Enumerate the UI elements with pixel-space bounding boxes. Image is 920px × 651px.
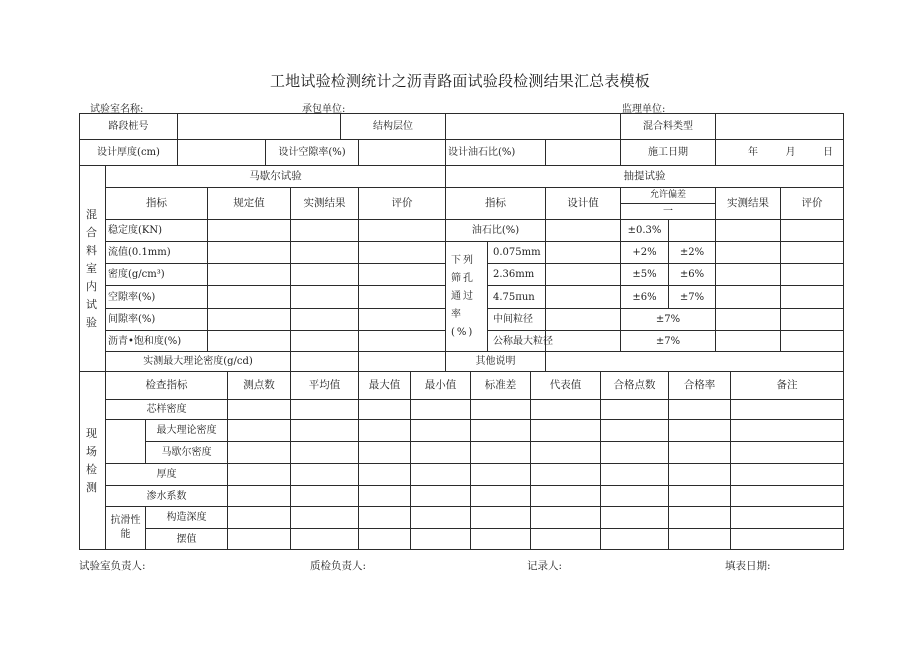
fill-date-label: 填表日期: xyxy=(725,560,771,572)
blank-cell xyxy=(531,442,601,464)
blank-cell xyxy=(291,331,359,352)
blank-cell xyxy=(411,529,471,550)
blank-cell xyxy=(531,486,601,507)
blank-cell xyxy=(228,507,291,529)
field-col-min: 最小值 xyxy=(411,372,471,400)
blank-cell xyxy=(781,286,844,309)
blank-cell xyxy=(359,486,411,507)
blank-cell xyxy=(208,331,291,352)
max-theory-density-label: 实测最大理论密度(g/cd) xyxy=(106,352,291,372)
blank-cell xyxy=(208,264,291,286)
blank-cell xyxy=(228,400,291,420)
blank-cell xyxy=(601,486,669,507)
marshall-col-result: 实测结果 xyxy=(291,188,359,220)
extraction-col-design: 设计值 xyxy=(546,188,621,220)
blank-cell xyxy=(601,400,669,420)
label-line: 测 xyxy=(86,480,99,494)
blank-cell xyxy=(411,442,471,464)
blank-cell xyxy=(471,420,531,442)
blank-cell xyxy=(411,486,471,507)
blank-cell xyxy=(716,309,781,331)
blank-cell xyxy=(291,400,359,420)
field-test-table xyxy=(79,371,844,550)
sieve-size: 4.75πun xyxy=(488,286,546,309)
tolerance-header: 允许偏差 xyxy=(621,188,715,204)
blank-cell xyxy=(716,286,781,309)
blank-cell xyxy=(228,464,291,486)
blank-cell xyxy=(359,507,411,529)
blank-cell xyxy=(471,400,531,420)
blank-cell xyxy=(359,442,411,464)
sieve-tolerance-b: ±7% xyxy=(669,286,716,309)
blank-cell xyxy=(411,507,471,529)
blank-cell xyxy=(731,420,844,442)
blank-cell xyxy=(411,400,471,420)
lab-test-table xyxy=(79,165,844,372)
field-col-remarks: 备注 xyxy=(731,372,844,400)
blank-cell xyxy=(471,464,531,486)
sieve-tolerance-a: +2% xyxy=(621,242,669,264)
sieve-size: 公称最大粒径 xyxy=(488,331,546,352)
mix-type-label: 混合料类型 xyxy=(621,114,716,140)
blank-cell xyxy=(601,464,669,486)
blank-cell xyxy=(531,400,601,420)
date-day: 日 xyxy=(823,147,833,158)
blank-cell xyxy=(601,529,669,550)
blank-cell xyxy=(359,352,446,372)
max-theory-density-row-label: 最大理论密度 xyxy=(146,420,228,442)
summary-sheet xyxy=(79,113,843,550)
date-year: 年 xyxy=(748,147,758,158)
extraction-col-indicator: 指标 xyxy=(446,188,546,220)
blank-cell xyxy=(669,486,731,507)
blank-cell xyxy=(731,486,844,507)
blank-cell xyxy=(716,264,781,286)
marshall-col-spec: 规定值 xyxy=(208,188,291,220)
blank-cell xyxy=(228,420,291,442)
blank-cell xyxy=(291,264,359,286)
blank-cell xyxy=(359,529,411,550)
extraction-col-evaluation: 评价 xyxy=(781,188,844,220)
lab-manager-label: 试验室负责人: xyxy=(79,560,146,572)
blank-cell xyxy=(716,242,781,264)
core-density-label: 芯样密度 xyxy=(106,400,228,420)
blank-cell xyxy=(731,507,844,529)
blank-cell xyxy=(669,400,731,420)
blank-cell xyxy=(546,264,621,286)
marshall-density-row-label: 马歇尔密度 xyxy=(146,442,228,464)
extraction-test-title: 抽提试验 xyxy=(446,166,844,188)
date-month: 月 xyxy=(785,147,796,158)
blank-cell xyxy=(531,507,601,529)
field-col-points: 测点数 xyxy=(228,372,291,400)
blank-cell xyxy=(546,286,621,309)
sieve-passing-label: 下列筛孔通过率(%) xyxy=(446,242,488,352)
permeability-label: 渗水系数 xyxy=(106,486,228,507)
blank-cell xyxy=(359,286,446,309)
blank-cell xyxy=(208,286,291,309)
compaction-group-cell xyxy=(106,420,146,464)
blank-cell xyxy=(228,486,291,507)
field-col-stddev: 标准差 xyxy=(471,372,531,400)
blank-cell xyxy=(669,220,716,242)
label-line: 检 xyxy=(86,462,99,476)
blank-cell xyxy=(228,529,291,550)
qc-manager-label: 质检负责人: xyxy=(310,560,367,572)
blank-cell xyxy=(531,464,601,486)
structure-layer-label: 结构层位 xyxy=(341,114,446,140)
blank-cell xyxy=(291,464,359,486)
label-line: 内试 xyxy=(86,279,99,311)
blank-cell xyxy=(781,242,844,264)
field-col-max: 最大值 xyxy=(359,372,411,400)
other-notes-label: 其他说明 xyxy=(446,352,546,372)
section-stake-label: 路段桩号 xyxy=(80,114,178,140)
field-col-average: 平均值 xyxy=(291,372,359,400)
blank-cell xyxy=(669,507,731,529)
blank-cell xyxy=(291,286,359,309)
blank-cell xyxy=(601,420,669,442)
marshall-row-label: 稳定度(KN) xyxy=(106,220,208,242)
structure-layer-value xyxy=(446,114,621,140)
recorder-label: 记录人: xyxy=(527,560,563,572)
blank-cell xyxy=(601,507,669,529)
blank-cell xyxy=(781,264,844,286)
design-void-ratio-value xyxy=(359,140,446,166)
blank-cell xyxy=(601,442,669,464)
mix-type-value xyxy=(716,114,844,140)
lab-test-section-label xyxy=(80,166,106,372)
blank-cell xyxy=(291,352,359,372)
blank-cell xyxy=(291,220,359,242)
blank-cell xyxy=(228,442,291,464)
marshall-row-label: 空隙率(%) xyxy=(106,286,208,309)
blank-cell xyxy=(291,507,359,529)
blank-cell xyxy=(731,442,844,464)
general-info-table xyxy=(79,113,844,166)
design-thickness-value xyxy=(178,140,266,166)
sieve-tolerance-a: ±6% xyxy=(621,286,669,309)
blank-cell xyxy=(208,220,291,242)
blank-cell xyxy=(546,220,621,242)
field-col-pass-points: 合格点数 xyxy=(601,372,669,400)
blank-cell xyxy=(781,331,844,352)
blank-cell xyxy=(208,309,291,331)
lab-name-label: 试验室名称: xyxy=(90,104,144,115)
blank-cell xyxy=(781,309,844,331)
blank-cell xyxy=(546,309,621,331)
contractor-label: 承包单位: xyxy=(302,104,346,115)
sieve-tolerance: ±7% xyxy=(621,331,716,352)
design-asphalt-ratio-value xyxy=(546,140,621,166)
extraction-col-tolerance xyxy=(621,188,716,220)
blank-cell xyxy=(531,529,601,550)
blank-cell xyxy=(291,420,359,442)
blank-cell xyxy=(471,529,531,550)
blank-cell xyxy=(546,242,621,264)
blank-cell xyxy=(359,264,446,286)
blank-cell xyxy=(731,400,844,420)
sieve-size: 中间粒径 xyxy=(488,309,546,331)
sieve-tolerance: ±7% xyxy=(621,309,716,331)
sieve-tolerance-b: ±2% xyxy=(669,242,716,264)
marshall-col-evaluation: 评价 xyxy=(359,188,446,220)
blank-cell xyxy=(471,507,531,529)
construction-date-value xyxy=(716,140,844,166)
blank-cell xyxy=(411,464,471,486)
blank-cell xyxy=(359,420,411,442)
blank-cell xyxy=(291,529,359,550)
section-stake-value xyxy=(178,114,341,140)
blank-cell xyxy=(669,420,731,442)
design-void-ratio-label: 设计空隙率(%) xyxy=(266,140,359,166)
field-test-section-label xyxy=(80,372,106,550)
blank-cell xyxy=(716,220,781,242)
blank-cell xyxy=(291,309,359,331)
blank-cell xyxy=(208,242,291,264)
blank-cell xyxy=(669,464,731,486)
blank-cell xyxy=(531,420,601,442)
texture-depth-label: 构造深度 xyxy=(146,507,228,529)
blank-cell xyxy=(471,442,531,464)
blank-cell xyxy=(716,331,781,352)
asphalt-ratio-label: 油石比(%) xyxy=(446,220,546,242)
blank-cell xyxy=(471,486,531,507)
blank-cell xyxy=(669,442,731,464)
marshall-row-label: 沥青•饱和度(%) xyxy=(106,331,208,352)
blank-cell xyxy=(291,486,359,507)
blank-cell xyxy=(291,442,359,464)
field-col-representative: 代表值 xyxy=(531,372,601,400)
sieve-size: 0.075mm xyxy=(488,242,546,264)
blank-cell xyxy=(781,220,844,242)
blank-cell xyxy=(731,529,844,550)
pendulum-label: 摆值 xyxy=(146,529,228,550)
asphalt-ratio-tolerance: ±0.3% xyxy=(621,220,669,242)
blank-cell xyxy=(731,464,844,486)
other-notes-value xyxy=(546,352,844,372)
document-title: 工地试验检测统计之沥青路面试验段检测结果汇总表模板 xyxy=(269,72,650,90)
blank-cell xyxy=(291,242,359,264)
field-col-indicator: 检查指标 xyxy=(106,372,228,400)
blank-cell xyxy=(411,420,471,442)
blank-cell xyxy=(359,309,446,331)
marshall-row-label: 间隙率(%) xyxy=(106,309,208,331)
sieve-tolerance-a: ±5% xyxy=(621,264,669,286)
label-line: 混合 xyxy=(86,207,99,239)
skid-resistance-label: 抗滑性能 xyxy=(106,507,146,550)
blank-cell xyxy=(359,242,446,264)
extraction-col-result: 实测结果 xyxy=(716,188,781,220)
tolerance-subheader: 一 xyxy=(663,206,673,217)
field-col-pass-rate: 合格率 xyxy=(669,372,731,400)
blank-cell xyxy=(359,400,411,420)
design-asphalt-ratio-label: 设计油石比(%) xyxy=(446,140,546,166)
thickness-label: 厚度 xyxy=(106,464,228,486)
marshall-row-label: 密度(g/cm³) xyxy=(106,264,208,286)
label-line: 现场 xyxy=(86,426,99,458)
marshall-test-title: 马歇尔试验 xyxy=(106,166,446,188)
construction-date-label: 施工日期 xyxy=(621,140,716,166)
sieve-size: 2.36mm xyxy=(488,264,546,286)
blank-cell xyxy=(359,331,446,352)
blank-cell xyxy=(546,331,621,352)
label-line: 验 xyxy=(86,315,99,329)
blank-cell xyxy=(669,529,731,550)
marshall-row-label: 流值(0.1mm) xyxy=(106,242,208,264)
label-line: 料室 xyxy=(86,243,99,275)
blank-cell xyxy=(359,464,411,486)
marshall-col-indicator: 指标 xyxy=(106,188,208,220)
sieve-tolerance-b: ±6% xyxy=(669,264,716,286)
blank-cell xyxy=(359,220,446,242)
supervisor-label: 监理单位: xyxy=(622,104,666,115)
design-thickness-label: 设计厚度(cm) xyxy=(80,140,178,166)
